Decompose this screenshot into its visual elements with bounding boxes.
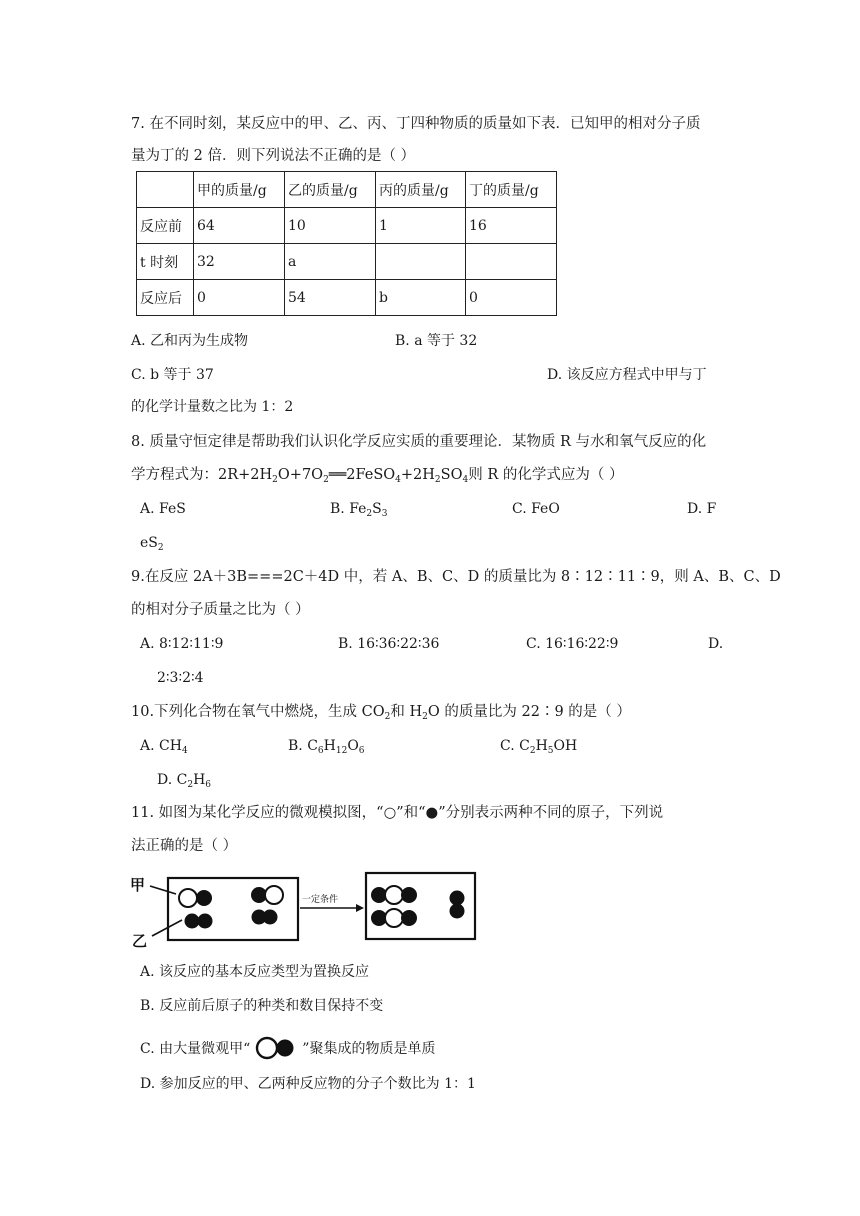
table-cell bbox=[376, 244, 466, 280]
product-black-atom bbox=[401, 887, 417, 903]
table-cell: 0 bbox=[194, 280, 285, 316]
q8-option-a: A. FeS bbox=[140, 501, 186, 517]
molecule-jia-white-atom bbox=[265, 886, 283, 904]
q9-stem-line1: 9.在反应 2A＋3B===2C＋4D 中，若 A、B、C、D 的质量比为 8∶12∶11∶9，则 A、B、C、D bbox=[131, 569, 781, 585]
molecule-yi-atom bbox=[185, 914, 200, 929]
q10-option-d: D. $C_2H_6$ bbox=[157, 772, 212, 790]
q8-option-b: B. $Fe_2S_3$ bbox=[330, 501, 388, 519]
q11-option-b: B. 反应前后原子的种类和数目保持不变 bbox=[140, 998, 384, 1014]
table-row bbox=[137, 244, 557, 280]
q7-option-b: B. a 等于 32 bbox=[395, 333, 478, 349]
table-cell: 1 bbox=[376, 208, 466, 244]
label-jia: 甲 bbox=[130, 876, 146, 894]
molecule-yi-atom bbox=[198, 914, 213, 929]
q9-option-b: B. 16∶36∶22∶36 bbox=[338, 636, 440, 652]
q7-stem-line1: 7. 在不同时刻，某反应中的甲、乙、丙、丁四种物质的质量如下表．已知甲的相对分子质 bbox=[131, 116, 701, 132]
molecule-jia-white-atom bbox=[179, 889, 197, 907]
table-cell: 16 bbox=[466, 208, 557, 244]
q11-reaction-diagram bbox=[130, 868, 480, 948]
table-cell: 0 bbox=[466, 280, 557, 316]
molecule-jia-icon bbox=[250, 1035, 302, 1061]
molecule-jia-black-atom bbox=[196, 890, 212, 906]
table-cell bbox=[466, 244, 557, 280]
molecule-yi-atom bbox=[263, 910, 278, 925]
table-header-bing: 丙的质量/g bbox=[376, 172, 466, 208]
q11-stem-line1: 11. 如图为某化学反应的微观模拟图，“○”和“●”分别表示两种不同的原子，下列说 bbox=[131, 805, 664, 821]
q8-option-d-cont: $eS_2$ bbox=[140, 535, 164, 553]
table-row bbox=[137, 280, 557, 316]
product-black-atom bbox=[401, 910, 417, 926]
q9-option-d-cont: 2∶3∶2∶4 bbox=[157, 670, 204, 686]
q8-option-c: C. FeO bbox=[512, 501, 560, 517]
q7-mass-table bbox=[136, 171, 557, 316]
q11-option-d: D. 参加反应的甲、乙两种反应物的分子个数比为 1：1 bbox=[140, 1076, 476, 1092]
table-row bbox=[137, 208, 557, 244]
q11-stem-line2: 法正确的是（ ） bbox=[131, 838, 238, 854]
q11-option-a: A. 该反应的基本反应类型为置换反应 bbox=[140, 964, 370, 980]
q9-option-a: A. 8∶12∶11∶9 bbox=[140, 636, 224, 652]
q9-option-c: C. 16∶16∶22∶9 bbox=[526, 636, 619, 652]
arrow-head bbox=[356, 904, 364, 912]
leftover-yi-atom bbox=[450, 904, 465, 919]
label-yi: 乙 bbox=[132, 932, 148, 948]
q7-option-d: D. 该反应方程式中甲与丁 bbox=[547, 367, 707, 383]
leftover-yi-atom bbox=[450, 891, 465, 906]
table-cell: 32 bbox=[194, 244, 285, 280]
q7-option-d-cont: 的化学计量数之比为 1：2 bbox=[131, 399, 294, 415]
table-header-row bbox=[137, 172, 557, 208]
table-cell: 10 bbox=[285, 208, 376, 244]
q10-option-b: B. $C_6H_{12}O_6$ bbox=[288, 738, 365, 756]
q10-stem: 10.下列化合物在氧气中燃烧，生成 $CO_2$和 $H_2O$ 的质量比为 22∶9 的是（ ） bbox=[131, 704, 631, 722]
pointer-line-jia bbox=[150, 886, 176, 894]
product-white-atom bbox=[385, 886, 403, 904]
table-cell: t 时刻 bbox=[137, 244, 194, 280]
q10-option-c: C. $C_2H_5OH$ bbox=[500, 738, 578, 756]
arrow-condition-label: 一定条件 bbox=[302, 895, 339, 905]
table-cell: 54 bbox=[285, 280, 376, 316]
q8-stem-line1: 8. 质量守恒定律是帮助我们认识化学反应实质的重要理论．某物质 R 与水和氧气反应的化 bbox=[131, 434, 707, 450]
q7-option-a: A. 乙和丙为生成物 bbox=[131, 333, 249, 349]
table-header-jia: 甲的质量/g bbox=[194, 172, 285, 208]
table-cell: a bbox=[285, 244, 376, 280]
q8-option-d: D. F bbox=[687, 501, 717, 517]
table-cell: b bbox=[376, 280, 466, 316]
q9-stem-line2: 的相对分子质量之比为（ ） bbox=[131, 602, 310, 618]
table-cell: 64 bbox=[194, 208, 285, 244]
table-cell: 反应前 bbox=[137, 208, 194, 244]
table-cell bbox=[137, 172, 194, 208]
table-cell: 反应后 bbox=[137, 280, 194, 316]
q7-stem-line2: 量为丁的 2 倍．则下列说法不正确的是（ ） bbox=[131, 148, 416, 164]
product-white-atom bbox=[385, 909, 403, 927]
q10-option-a: A. $CH_4$ bbox=[140, 738, 188, 756]
q8-equation-line: 学方程式为：$2R+2H_2O+7O_2══2FeSO_4+2H_2SO_4$则 R 的化学式应为（ ） bbox=[131, 467, 624, 485]
q9-option-d: D. bbox=[708, 636, 724, 652]
table-header-ding: 丁的质量/g bbox=[466, 172, 557, 208]
q11-option-c: C. 由大量微观甲“ ”聚集成的物质是单质 bbox=[140, 1036, 435, 1062]
table-header-yi: 乙的质量/g bbox=[285, 172, 376, 208]
q7-option-c: C. b 等于 37 bbox=[131, 367, 214, 383]
